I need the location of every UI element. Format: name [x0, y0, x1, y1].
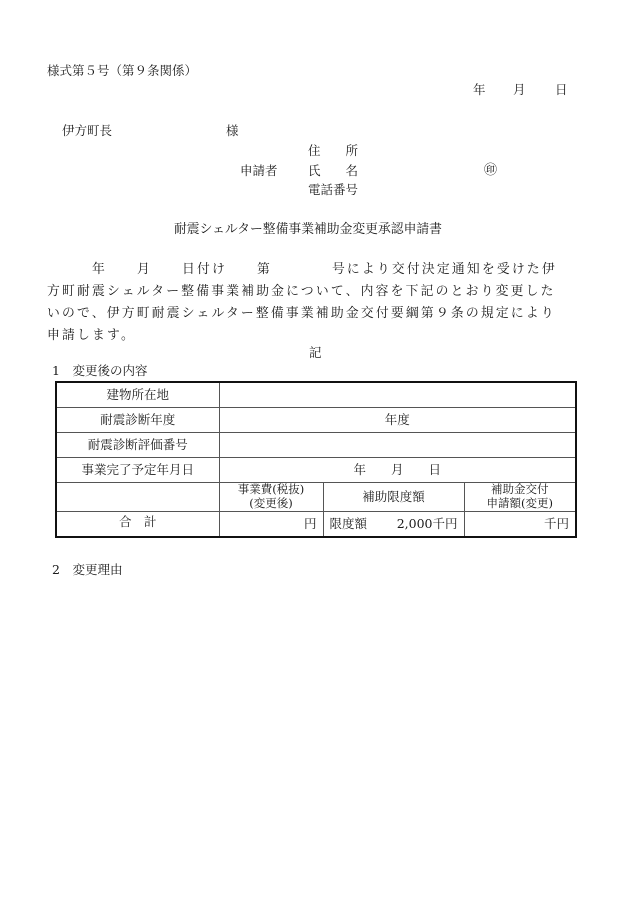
phone-label: 電話番号: [308, 182, 359, 197]
addressee-honorific: 様: [226, 123, 239, 138]
seal-mark: ㊞: [484, 163, 498, 178]
cost-header-blank: [56, 482, 219, 511]
applicant-label: 申請者: [240, 163, 278, 178]
completion-date-field[interactable]: 年 月 日: [219, 457, 576, 482]
form-number: 様式第５号（第９条関係）: [47, 63, 198, 78]
table-row: [56, 382, 576, 407]
row-label: 耐震診断年度: [56, 407, 219, 432]
project-cost-sublabel: (変更後): [249, 495, 293, 510]
project-cost-label: 事業費(税抜): [237, 482, 305, 497]
body-line: 方町耐震シェルター整備事業補助金について、内容を下記のとおり変更した: [47, 284, 556, 299]
row-label: 耐震診断評価番号: [56, 432, 219, 457]
limit-label: 限度額: [329, 516, 368, 532]
diagnosis-year-field[interactable]: 年度: [219, 407, 576, 432]
body-line: 年 月 日付け 第 号により交付決定通知を受けた伊: [47, 262, 557, 277]
total-label: 合 計: [56, 511, 219, 537]
document-title: 耐震シェルター整備事業補助金変更承認申請書: [174, 222, 442, 237]
body-line: いので、伊方町耐震シェルター整備事業補助金交付要綱第９条の規定により: [47, 306, 556, 321]
date-year: 年: [473, 82, 486, 97]
section2-heading: 2 変更理由: [52, 562, 123, 577]
section1-heading: 1 変更後の内容: [52, 363, 148, 378]
cost-header-limit: 補助限度額: [323, 482, 464, 511]
building-location-field[interactable]: [219, 382, 576, 407]
ki-heading: 記: [309, 345, 322, 360]
address-label: 住 所: [308, 143, 359, 158]
addressee-name: 伊方町長: [62, 123, 113, 138]
cost-header-row: [56, 482, 576, 511]
date-month: 月: [513, 82, 526, 97]
request-amount-field[interactable]: 千円: [464, 511, 576, 537]
limit-amount-cell: [323, 511, 464, 537]
row-label: 建物所在地: [56, 382, 219, 407]
change-content-table: [55, 381, 577, 538]
total-row: [56, 511, 576, 537]
name-label: 氏 名: [308, 163, 359, 178]
body-line: 申請します。: [47, 328, 136, 343]
project-cost-total-field[interactable]: 円: [219, 511, 323, 537]
limit-value: 2,000千円: [396, 516, 458, 532]
table-row: [56, 457, 576, 482]
date-day: 日: [555, 82, 568, 97]
cost-header-project-cost: [219, 482, 323, 511]
body-paragraph: [47, 259, 582, 347]
cost-header-request: [464, 482, 576, 511]
request-sublabel: 申請額(変更): [486, 495, 553, 510]
table-row: [56, 432, 576, 457]
evaluation-number-field[interactable]: [219, 432, 576, 457]
row-label: 事業完了予定年月日: [56, 457, 219, 482]
table-row: [56, 407, 576, 432]
request-label: 補助金交付: [491, 482, 549, 497]
